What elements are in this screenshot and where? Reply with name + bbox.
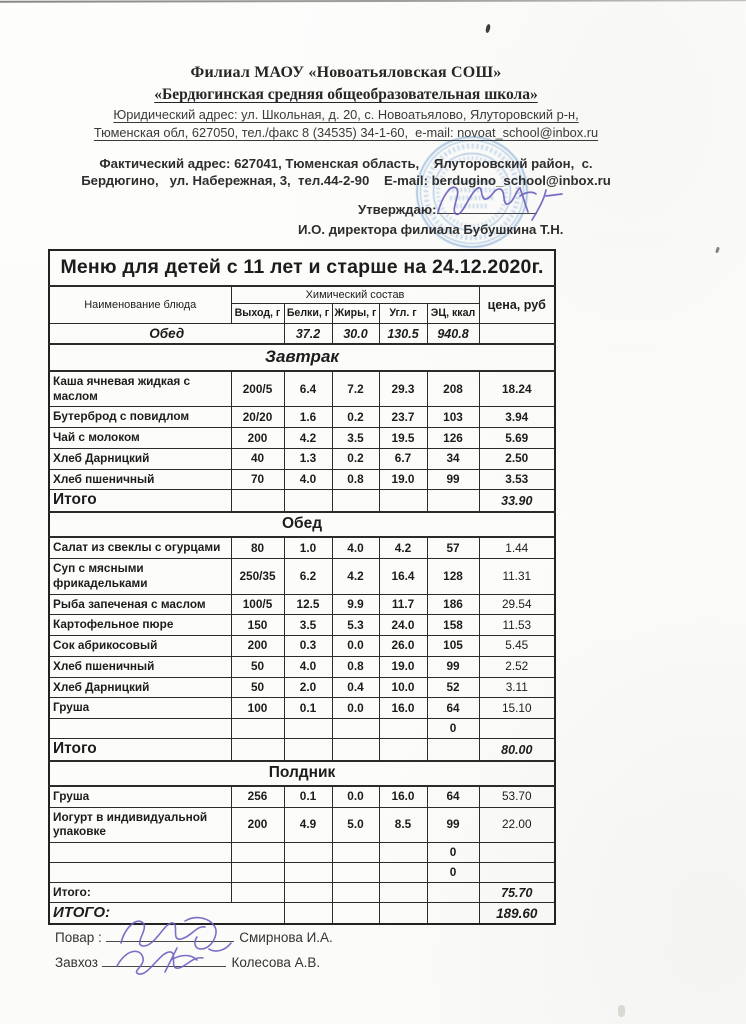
dish-column-header: Наименование блюда — [49, 286, 231, 324]
out-value: 200/5 — [231, 371, 284, 407]
carb-value: 16.0 — [379, 698, 427, 719]
carb-value: 29.3 — [379, 371, 427, 407]
cook-role-label: Повар : — [55, 930, 102, 946]
empty-cell — [231, 739, 284, 762]
dish-row — [49, 594, 555, 615]
price-value: 5.45 — [479, 636, 555, 657]
summary-label: Обед — [49, 324, 284, 345]
out-value: 100 — [231, 698, 284, 719]
section-total-row — [49, 739, 555, 762]
out-value: 20/20 — [231, 407, 284, 428]
section-title: Завтрак — [49, 344, 555, 371]
carb-value: 10.0 — [379, 677, 427, 698]
actual-address-line2: Бердюгино, ул. Набережная, 3, тел.44-2-90 E-mail: berdugino_school@inbox.ru — [81, 173, 611, 188]
protein-value: 6.4 — [284, 371, 332, 407]
empty-cell — [427, 903, 479, 925]
dish-row — [49, 786, 555, 807]
lunch-summary-row — [49, 324, 555, 345]
menu-table — [48, 249, 556, 925]
out-value: 80 — [231, 537, 284, 558]
kcal-value: 0 — [427, 843, 479, 863]
dish-row — [49, 807, 555, 842]
carb-value: 24.0 — [379, 615, 427, 636]
summary-price-empty — [479, 324, 555, 345]
out-value: 50 — [231, 677, 284, 698]
director-signature — [428, 176, 568, 222]
dish-name: Хлеб пшеничный — [49, 656, 231, 677]
carb-value: 6.7 — [379, 448, 427, 469]
fat-value — [332, 843, 379, 863]
dish-name: Груша — [49, 786, 231, 807]
kcal-value: 208 — [427, 371, 479, 407]
empty-cell — [332, 883, 379, 903]
dish-name: Сок абрикосовый — [49, 636, 231, 657]
empty-cell — [284, 883, 332, 903]
empty-cell — [332, 739, 379, 762]
empty-cell — [284, 490, 332, 513]
fat-value: 0.4 — [332, 677, 379, 698]
summary-fat: 30.0 — [332, 324, 379, 345]
kcal-value: 99 — [427, 807, 479, 842]
out-value: 250/35 — [231, 559, 284, 594]
protein-value: 4.0 — [284, 656, 332, 677]
section-total-price: 33.90 — [479, 490, 555, 513]
dish-row — [49, 559, 555, 594]
dish-name: Салат из свеклы с огурцами — [49, 537, 231, 558]
price-column-header: цена, руб — [479, 286, 555, 324]
actual-address-line1: Фактический адрес: 627041, Тюменская область, Ялуторовский район, с. — [99, 156, 593, 171]
dish-name — [49, 719, 231, 739]
dish-row — [49, 719, 555, 739]
out-value: 50 — [231, 656, 284, 677]
protein-value: 6.2 — [284, 559, 332, 594]
summary-protein: 37.2 — [284, 324, 332, 345]
section-header-row — [49, 512, 555, 537]
protein-value: 0.3 — [284, 636, 332, 657]
kcal-value: 34 — [427, 448, 479, 469]
dish-name: Хлеб Дарницкий — [49, 677, 231, 698]
empty-cell — [284, 903, 332, 925]
price-value: 3.94 — [479, 407, 555, 428]
kcal-value: 186 — [427, 594, 479, 615]
fat-value: 0.8 — [332, 469, 379, 490]
out-value — [231, 863, 284, 883]
dish-row — [49, 636, 555, 657]
price-value — [479, 843, 555, 863]
steward-signature-ink — [107, 942, 225, 978]
dish-row — [49, 863, 555, 883]
section-total-price: 80.00 — [479, 739, 555, 762]
section-total-label: Итого: — [49, 883, 231, 903]
out-value: 200 — [231, 428, 284, 449]
carb-column-header: Угл. г — [379, 304, 427, 324]
out-value: 256 — [231, 786, 284, 807]
kcal-value: 52 — [427, 677, 479, 698]
empty-cell — [379, 883, 427, 903]
price-value — [479, 863, 555, 883]
dish-row — [49, 677, 555, 698]
kcal-column-header: ЭЦ, ккал — [427, 304, 479, 324]
dish-name: Хлеб пшеничный — [49, 469, 231, 490]
dish-row — [49, 407, 555, 428]
fat-value: 0.2 — [332, 448, 379, 469]
summary-kcal: 940.8 — [427, 324, 479, 345]
out-value: 70 — [231, 469, 284, 490]
protein-value: 0.1 — [284, 698, 332, 719]
cook-name: Смирнова И.А. — [239, 930, 333, 946]
carb-value: 8.5 — [379, 807, 427, 842]
fat-value: 7.2 — [332, 371, 379, 407]
price-value: 2.52 — [479, 656, 555, 677]
section-total-price: 75.70 — [479, 883, 555, 903]
carb-value: 16.4 — [379, 559, 427, 594]
dish-name: Картофельное пюре — [49, 615, 231, 636]
dish-name — [49, 843, 231, 863]
dish-name: Каша ячневая жидкая с маслом — [49, 371, 231, 407]
kcal-value: 128 — [427, 559, 479, 594]
approve-label: Утверждаю: — [358, 202, 437, 217]
dish-name: Хлеб Дарницкий — [49, 448, 231, 469]
dish-name: Рыба запеченая с маслом — [49, 594, 231, 615]
empty-cell — [379, 490, 427, 513]
price-value: 3.11 — [479, 677, 555, 698]
carb-value — [379, 863, 427, 883]
legal-address-line2: Тюменская обл, 627050, тел./факс 8 (34535) 34-1-60, e-mail: novoat_school@inbox.ru — [93, 125, 599, 140]
out-value: 200 — [231, 636, 284, 657]
legal-address-line1: Юридический адрес: ул. Школьная, д. 20, с. Новоатьялово, Ялуторовский р-н, — [113, 107, 579, 122]
empty-cell — [231, 883, 284, 903]
carb-value: 19.0 — [379, 469, 427, 490]
protein-value: 1.3 — [284, 448, 332, 469]
empty-cell — [231, 490, 284, 513]
kcal-value: 99 — [427, 656, 479, 677]
dish-name: Груша — [49, 698, 231, 719]
dish-name: Бутерброд с повидлом — [49, 407, 231, 428]
summary-carb: 130.5 — [379, 324, 427, 345]
price-value: 1.44 — [479, 537, 555, 558]
protein-column-header: Белки, г — [284, 304, 332, 324]
carb-value: 19.0 — [379, 656, 427, 677]
dish-row — [49, 537, 555, 558]
section-total-label: Итого — [49, 490, 231, 513]
carb-value: 19.5 — [379, 428, 427, 449]
price-value: 53.70 — [479, 786, 555, 807]
empty-cell — [427, 883, 479, 903]
fat-value: 0.8 — [332, 656, 379, 677]
carb-value — [379, 843, 427, 863]
column-header-row — [49, 286, 555, 304]
approver-name: И.О. директора филиала Бубушкина Т.Н. — [298, 222, 564, 237]
protein-value: 4.2 — [284, 428, 332, 449]
empty-cell — [284, 739, 332, 762]
empty-cell — [427, 739, 479, 762]
carb-value: 23.7 — [379, 407, 427, 428]
fat-value: 3.5 — [332, 428, 379, 449]
fat-value — [332, 719, 379, 739]
fat-value — [332, 863, 379, 883]
menu-title-row — [49, 250, 555, 286]
dish-row — [49, 656, 555, 677]
price-value: 2.50 — [479, 448, 555, 469]
chem-group-header: Химический состав — [231, 286, 479, 304]
fat-value: 4.0 — [332, 537, 379, 558]
out-value: 150 — [231, 615, 284, 636]
price-value: 29.54 — [479, 594, 555, 615]
section-header-row — [49, 761, 555, 786]
section-total-label: Итого — [49, 739, 231, 762]
carb-value — [379, 719, 427, 739]
menu-table-container — [48, 249, 746, 925]
empty-cell — [379, 903, 427, 925]
kcal-value: 103 — [427, 407, 479, 428]
dish-row — [49, 843, 555, 863]
signature-block — [55, 929, 746, 976]
kcal-value: 105 — [427, 636, 479, 657]
carb-value: 4.2 — [379, 537, 427, 558]
fat-column-header: Жиры, г — [332, 304, 379, 324]
steward-name: Колесова А.В. — [231, 955, 321, 971]
price-value: 22.00 — [479, 807, 555, 842]
out-value: 200 — [231, 807, 284, 842]
menu-title: Меню для детей с 11 лет и старше на 24.12.2020г. — [49, 250, 555, 286]
fat-value: 9.9 — [332, 594, 379, 615]
protein-value: 12.5 — [284, 594, 332, 615]
out-value: 100/5 — [231, 594, 284, 615]
fat-value: 0.0 — [332, 698, 379, 719]
dish-row — [49, 428, 555, 449]
dish-name — [49, 863, 231, 883]
protein-value — [284, 843, 332, 863]
kcal-value: 0 — [427, 863, 479, 883]
empty-cell — [332, 490, 379, 513]
grand-total-label: ИТОГО: — [49, 903, 284, 925]
fat-value: 4.2 — [332, 559, 379, 594]
protein-value: 1.0 — [284, 537, 332, 558]
price-value: 11.31 — [479, 559, 555, 594]
protein-value — [284, 863, 332, 883]
steward-role-label: Завхоз — [55, 955, 98, 971]
dish-name: Иогурт в индивидуальной упаковке — [49, 807, 231, 842]
section-title: Обед — [49, 512, 555, 537]
empty-cell — [332, 903, 379, 925]
kcal-value: 126 — [427, 428, 479, 449]
kcal-value: 158 — [427, 615, 479, 636]
org-name-line1: Филиал МАОУ «Новоатьяловская СОШ» — [190, 64, 502, 81]
carb-value: 16.0 — [379, 786, 427, 807]
carb-value: 26.0 — [379, 636, 427, 657]
dish-row — [49, 371, 555, 407]
price-value: 18.24 — [479, 371, 555, 407]
org-name-line2: «Бердюгинская средняя общеобразовательная школа» — [154, 86, 538, 103]
section-title: Полдник — [49, 761, 555, 786]
protein-value: 4.0 — [284, 469, 332, 490]
carb-value: 11.7 — [379, 594, 427, 615]
price-value: 15.10 — [479, 698, 555, 719]
protein-value: 1.6 — [284, 407, 332, 428]
protein-value — [284, 719, 332, 739]
section-total-row — [49, 883, 555, 903]
empty-cell — [427, 490, 479, 513]
protein-value: 4.9 — [284, 807, 332, 842]
kcal-value: 57 — [427, 537, 479, 558]
price-value: 5.69 — [479, 428, 555, 449]
scan-smudge — [618, 1005, 625, 1017]
out-column-header: Выход, г — [231, 304, 284, 324]
grand-total-price: 189.60 — [479, 903, 555, 925]
out-value — [231, 843, 284, 863]
steward-signature-row — [55, 954, 746, 976]
kcal-value: 64 — [427, 698, 479, 719]
dish-name: Суп с мясными фрикадельками — [49, 559, 231, 594]
fat-value: 5.3 — [332, 615, 379, 636]
fat-value: 0.0 — [332, 786, 379, 807]
price-value: 3.53 — [479, 469, 555, 490]
protein-value: 2.0 — [284, 677, 332, 698]
section-header-row — [49, 344, 555, 371]
kcal-value: 0 — [427, 719, 479, 739]
section-total-row — [49, 490, 555, 513]
kcal-value: 64 — [427, 786, 479, 807]
out-value — [231, 719, 284, 739]
fat-value: 0.0 — [332, 636, 379, 657]
dish-row — [49, 448, 555, 469]
protein-value: 0.1 — [284, 786, 332, 807]
fat-value: 5.0 — [332, 807, 379, 842]
protein-value: 3.5 — [284, 615, 332, 636]
price-value — [479, 719, 555, 739]
out-value: 40 — [231, 448, 284, 469]
kcal-value: 99 — [427, 469, 479, 490]
dish-row — [49, 698, 555, 719]
fat-value: 0.2 — [332, 407, 379, 428]
dish-row — [49, 469, 555, 490]
empty-cell — [379, 739, 427, 762]
dish-row — [49, 615, 555, 636]
dish-name: Чай с молоком — [49, 428, 231, 449]
price-value: 11.53 — [479, 615, 555, 636]
